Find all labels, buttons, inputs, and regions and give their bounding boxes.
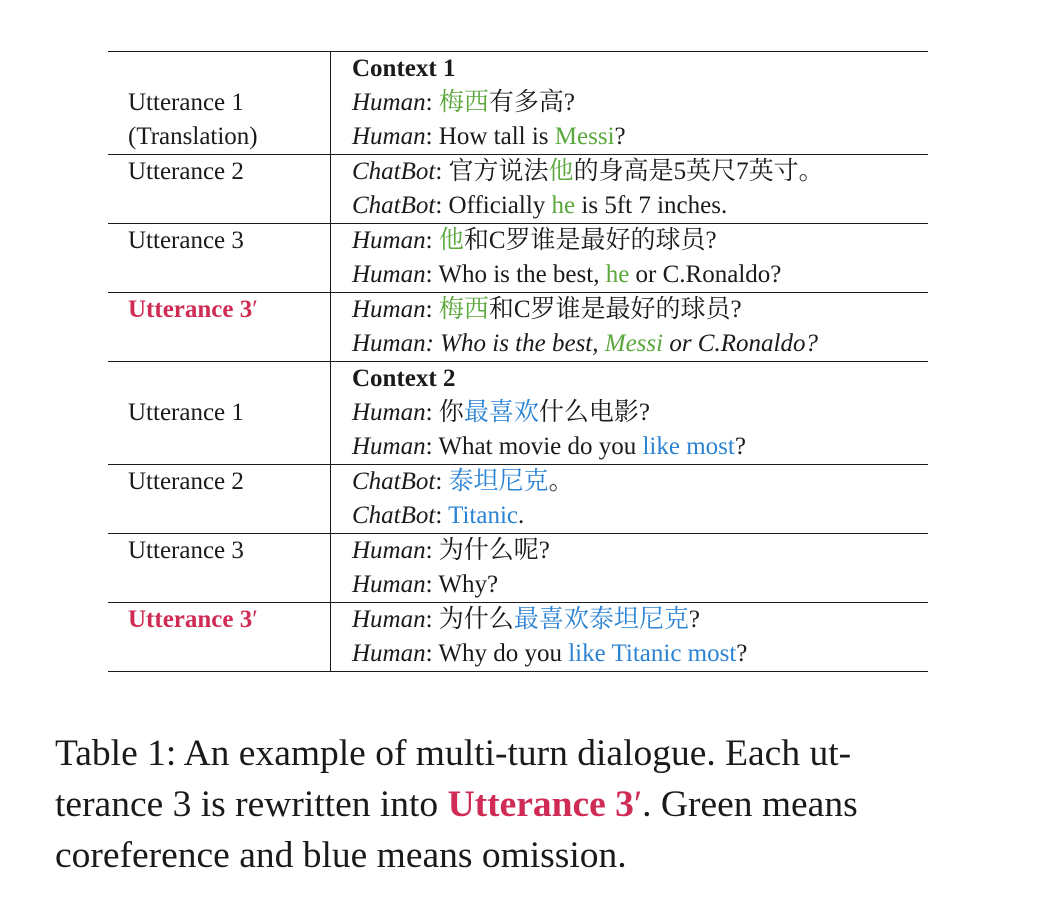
dialogue-text: : 你 [425,399,464,426]
speaker-name: Human [352,537,426,564]
speaker-name: Human [352,640,426,667]
dialogue-text: 有多高? [488,89,575,116]
utterance-label-cell [108,293,331,362]
table-body [108,52,928,672]
caption-line-2 [55,779,990,830]
dialogue-line [352,430,928,464]
dialogue-line [352,258,928,292]
dialogue-text: : [425,89,439,116]
utterance-label-cell [108,52,331,155]
label-text: Utterance 3 [128,296,253,323]
caption-text: terance 3 is rewritten into [55,784,448,825]
dialogue-table-container [108,51,928,672]
caption-text: . Green means [642,784,858,825]
dialogue-text: ? [688,606,700,633]
utterance-label-cell [108,224,331,293]
dialogue-line [352,189,928,223]
rewritten-utterance-label [128,293,330,327]
table-row [108,293,928,362]
dialogue-line [352,465,928,499]
speaker-name: Human [352,227,426,254]
dialogue-text: : [425,296,439,323]
dialogue-line [352,224,928,258]
dialogue-text: : [435,468,449,495]
dialogue-text: : What movie do you [425,433,643,460]
dialogue-line [352,86,928,120]
utterance-label-cell [108,603,331,672]
utterance-content-cell [331,52,929,155]
dialogue-line [352,327,928,361]
dialogue-text: : 为什么呢? [425,537,550,564]
dialogue-text: ? [614,123,626,150]
table-row [108,362,928,465]
dialogue-line [352,637,928,671]
dialogue-text: 和C罗谁是最好的球员? [488,296,742,323]
dialogue-text: 和C罗谁是最好的球员? [463,227,717,254]
utterance-label-cell [108,362,331,465]
dialogue-text: or C.Ronaldo? [629,261,782,288]
utterance-label-cell [108,155,331,224]
utterance-content-cell [331,534,929,603]
dialogue-line [352,534,928,568]
dialogue-text: 什么电影? [538,399,650,426]
utterance-label-cell [108,534,331,603]
coreference-highlight: 他 [548,158,574,185]
table-row [108,224,928,293]
utterance-label: Utterance 1 [128,399,244,426]
table-row [108,603,928,672]
speaker-name: Human [352,330,426,357]
table-row [108,465,928,534]
speaker-name: Human [352,571,426,598]
dialogue-text: : 官方说法 [435,158,549,185]
utterance-content-cell [331,465,929,534]
utterance-label-cell [108,465,331,534]
utterance-label: Utterance 3 [128,227,244,254]
speaker-name: Human [352,123,426,150]
utterance-label: Utterance 3 [128,537,244,564]
dialogue-line [352,155,928,189]
dialogue-text: : Who is the best, [425,261,606,288]
caption-line-3: coreference and blue means omission. [55,835,627,876]
dialogue-text: : Who is the best, [425,330,605,357]
dialogue-text: : Officially [435,192,552,219]
dialogue-line [352,568,928,602]
omission-highlight: like Titanic most [568,640,737,667]
caption-line-1: Table 1: An example of multi-turn dialogue. Each ut- [55,733,852,774]
dialogue-text: : [435,502,449,529]
dialogue-text: 的身高是5英尺7英寸。 [573,158,824,185]
coreference-highlight: 梅西 [438,89,489,116]
speaker-name: ChatBot [352,468,436,495]
dialogue-text: or C.Ronaldo? [663,330,818,357]
speaker-name: ChatBot [352,502,436,529]
dialogue-text: ? [734,433,746,460]
caption-rewrite-text: Utterance 3 [447,784,634,825]
dialogue-table [108,51,928,672]
omission-highlight: 最喜欢泰坦尼克 [513,606,689,633]
dialogue-line [352,293,928,327]
caption-rewrite-label [448,784,643,825]
utterance-content-cell [331,362,929,465]
context-title: Context 1 [352,55,456,82]
speaker-name: Human [352,89,426,116]
coreference-highlight: 他 [438,227,464,254]
speaker-name: Human [352,606,426,633]
table-row [108,155,928,224]
utterance-label: Utterance 2 [128,158,244,185]
coreference-highlight: Messi [554,123,615,150]
speaker-name: Human [352,399,426,426]
speaker-name: ChatBot [352,158,436,185]
caption-prime-mark: ′ [633,784,643,825]
prime-mark: ′ [252,296,258,323]
dialogue-text: is 5ft 7 inches. [575,192,728,219]
omission-highlight: 最喜欢 [463,399,539,426]
utterance-content-cell [331,224,929,293]
omission-highlight: like most [642,433,735,460]
utterance-content-cell [331,155,929,224]
dialogue-text: : [425,227,439,254]
speaker-name: Human [352,296,426,323]
dialogue-text: : How tall is [425,123,555,150]
dialogue-text: ? [736,640,748,667]
coreference-highlight: he [551,192,576,219]
dialogue-text: 。 [548,468,574,495]
speaker-name: Human [352,433,426,460]
prime-mark: ′ [252,606,258,633]
utterance-label: (Translation) [128,123,258,150]
omission-highlight: 泰坦尼克 [448,468,549,495]
dialogue-line [352,396,928,430]
coreference-highlight: Messi [604,330,664,357]
label-text: Utterance 3 [128,606,253,633]
rewritten-utterance-label [128,603,330,637]
speaker-name: Human [352,261,426,288]
dialogue-line [352,603,928,637]
speaker-name: ChatBot [352,192,436,219]
omission-highlight: Titanic [448,502,519,529]
utterance-content-cell [331,293,929,362]
dialogue-line [352,499,928,533]
dialogue-text: : 为什么 [425,606,514,633]
context-title: Context 2 [352,365,456,392]
dialogue-text: : Why do you [425,640,569,667]
coreference-highlight: he [605,261,630,288]
table-row [108,534,928,603]
utterance-content-cell [331,603,929,672]
utterance-label: Utterance 2 [128,468,244,495]
table-caption [55,728,990,881]
dialogue-line [352,120,928,154]
coreference-highlight: 梅西 [438,296,489,323]
utterance-label: Utterance 1 [128,89,244,116]
table-row [108,52,928,155]
dialogue-text: . [518,502,525,529]
dialogue-text: : Why? [425,571,499,598]
